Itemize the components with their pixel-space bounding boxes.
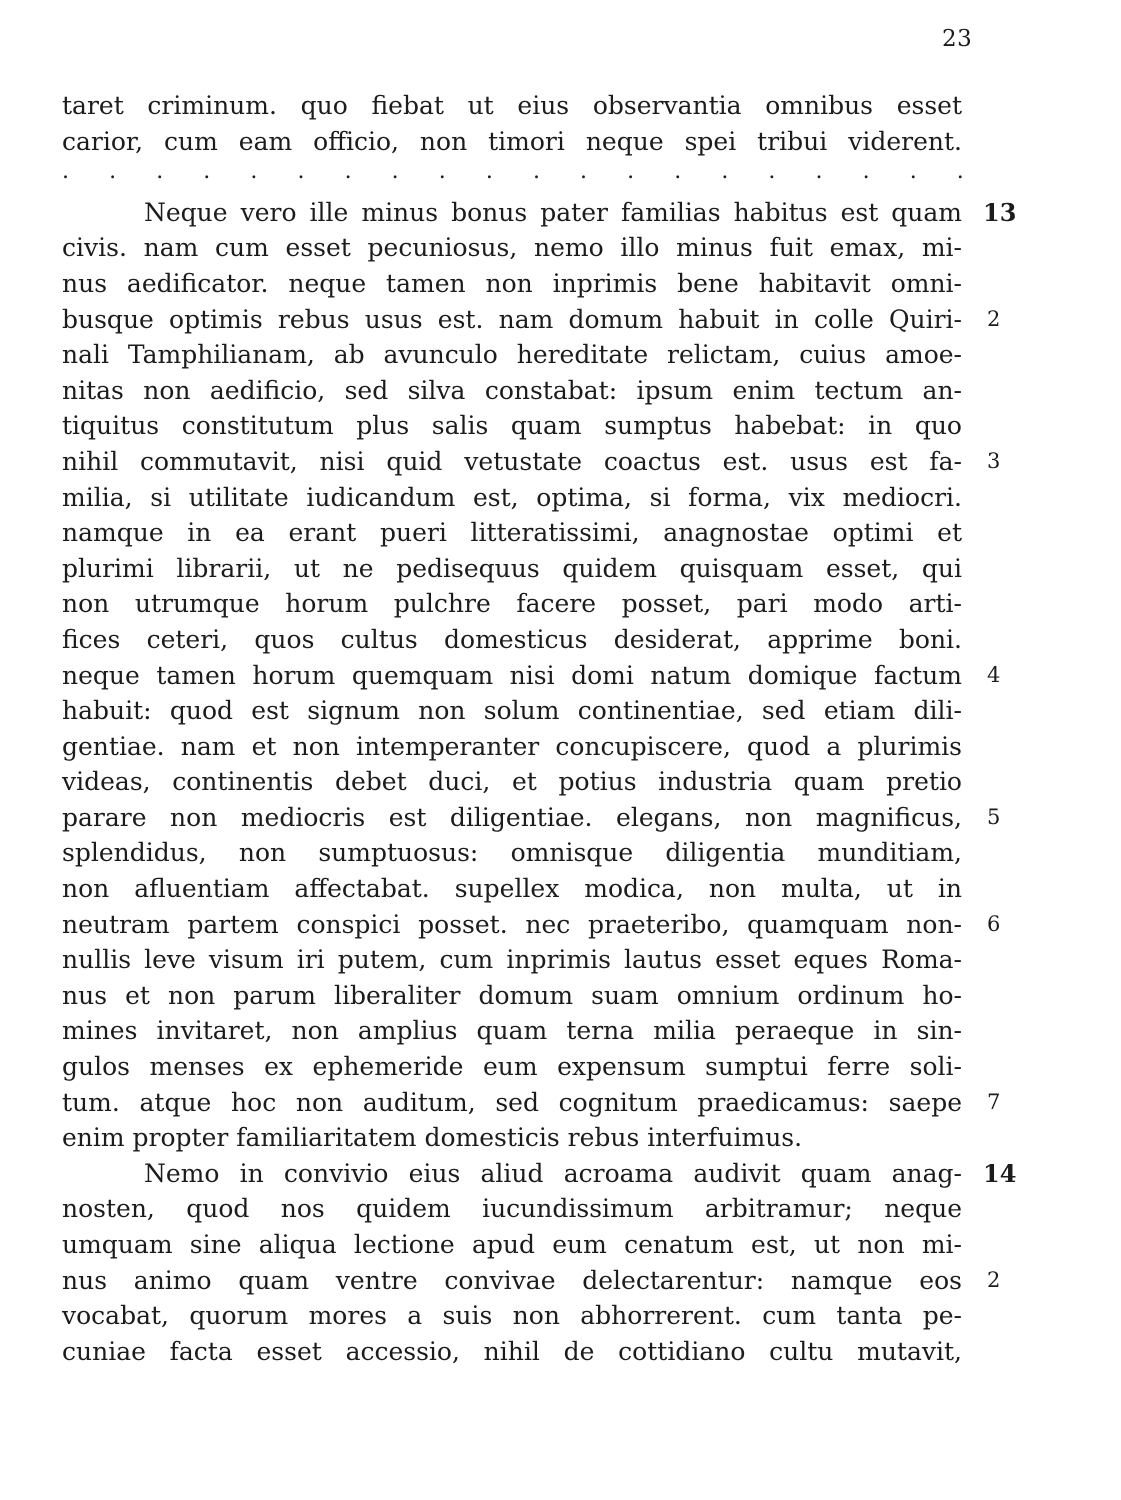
line-text: carior, cum eam officio, non timori neque spei tribui viderent. (62, 126, 962, 156)
line-text: milia, si utilitate iudicandum est, optima, si forma, vix mediocri. (62, 482, 962, 512)
text-line (62, 515, 974, 551)
text-line (62, 978, 974, 1014)
text-line (62, 408, 974, 444)
line-text: namque in ea erant pueri litteratissimi, anagnostae optimi et (62, 518, 962, 548)
line-text: mines invitaret, non amplius quam terna milia peraeque in sin- (62, 1016, 962, 1046)
text-line (62, 1156, 1017, 1192)
line-text: plurimi librarii, ut ne pedisequus quidem quisquam esset, qui (62, 553, 962, 583)
text-line (62, 693, 974, 729)
line-text: splendidus, non sumptuosus: omnisque diligentia munditiam, (62, 838, 962, 868)
chapter-number: 13 (983, 197, 1017, 227)
line-text: enim propter familiaritatem domesticis rebus interfuimus. (62, 1123, 803, 1153)
text-line (62, 1298, 974, 1334)
text-line (62, 800, 1001, 836)
line-text: Nemo in convivio eius aliud acroama audivit quam anag- (144, 1158, 962, 1188)
text-line (62, 622, 974, 658)
line-text: neque tamen horum quemquam nisi domi natum domique factum (62, 660, 962, 690)
line-text: non utrumque horum pulchre facere posset, pari modo arti- (62, 589, 962, 619)
line-text: non afluentiam affectabat. supellex modica, non multa, ut in (62, 874, 962, 904)
text-line (62, 1049, 974, 1085)
text-line (62, 266, 974, 302)
line-text: neutram partem conspici posset. nec praeteribo, quamquam non- (62, 909, 962, 939)
body-text (62, 88, 1017, 1369)
line-text: taret criminum. quo fiebat ut eius observantia omnibus esset (62, 91, 962, 120)
line-text: habuit: quod est signum non solum continentiae, sed etiam dili- (62, 696, 962, 726)
line-text: tum. atque hoc non auditum, sed cognitum praedicamus: saepe (62, 1087, 962, 1117)
line-text: gulos menses ex ephemeride eum expensum sumptui ferre soli- (62, 1052, 962, 1082)
text-line (62, 373, 974, 409)
line-text: Neque vero ille minus bonus pater familias habitus est quam (144, 197, 962, 227)
line-text: nosten, quod nos quidem iucundissimum arbitramur; neque (62, 1194, 962, 1224)
line-text: nali Tamphilianam, ab avunculo hereditate relictam, cuius amoe- (62, 340, 962, 370)
text-line (62, 1191, 974, 1227)
line-text: nus animo quam ventre convivae delectarentur: namque eos (62, 1265, 962, 1295)
text-line (62, 551, 974, 587)
line-text: parare non mediocris est diligentiae. elegans, non magnificus, (62, 802, 962, 832)
section-number: 6 (987, 911, 1001, 936)
text-line (62, 88, 974, 124)
line-text: busque optimis rebus usus est. nam domum habuit in colle Quiri- (62, 304, 962, 334)
line-text: nihil commutavit, nisi quid vetustate coactus est. usus est fa- (62, 446, 962, 476)
section-number: 2 (987, 306, 1001, 331)
text-line (62, 1227, 974, 1263)
line-text: nitas non aedificio, sed silva constabat: ipsum enim tectum an- (62, 375, 962, 405)
text-line (62, 480, 974, 516)
section-number: 4 (987, 662, 1001, 687)
ellipsis-separator: . . . . . . . . . . . . . . . . . . . . (62, 159, 964, 185)
text-line (62, 835, 974, 871)
text-line (62, 1263, 1001, 1299)
text-line (62, 729, 974, 765)
chapter-number: 14 (983, 1158, 1017, 1188)
text-line (62, 586, 974, 622)
text-line (62, 658, 1001, 694)
text-line (62, 871, 974, 907)
line-text: tiquitus constitutum plus salis quam sumptus habebat: in quo (62, 411, 962, 441)
line-text: nus et non parum liberaliter domum suam omnium ordinum ho- (62, 980, 962, 1010)
section-number: 5 (987, 804, 1001, 829)
section-number: 3 (987, 448, 1001, 473)
line-text: cuniae facta esset accessio, nihil de cottidiano cultu mutavit, (62, 1336, 962, 1366)
line-text: nus aedificator. neque tamen non inprimis bene habitavit omni- (62, 268, 962, 298)
text-line (62, 195, 1017, 231)
line-text: gentiae. nam et non intemperanter concupiscere, quod a plurimis (62, 731, 962, 761)
line-text: fices ceteri, quos cultus domesticus desiderat, apprime boni. (62, 624, 962, 654)
line-text: videas, continentis debet duci, et potius industria quam pretio (62, 767, 962, 797)
text-line (62, 1334, 974, 1370)
text-line (62, 444, 1001, 480)
text-line (62, 337, 974, 373)
line-text: nullis leve visum iri putem, cum inprimis lautus esset eques Roma- (62, 945, 962, 975)
text-line (62, 1085, 1001, 1121)
text-line (62, 942, 974, 978)
line-text: vocabat, quorum mores a suis non abhorrerent. cum tanta pe- (62, 1301, 962, 1331)
line-text: civis. nam cum esset pecuniosus, nemo illo minus fuit emax, mi- (62, 233, 962, 263)
section-number: 7 (987, 1089, 1001, 1114)
section-number: 2 (987, 1267, 1001, 1292)
page-number: 23 (942, 26, 973, 52)
text-line (62, 1120, 974, 1156)
text-line (62, 1013, 974, 1049)
text-line (62, 230, 974, 266)
text-line (62, 302, 1001, 338)
line-text: umquam sine aliqua lectione apud eum cenatum est, ut non mi- (62, 1230, 962, 1259)
text-line (62, 764, 974, 800)
text-line (62, 124, 974, 160)
text-line (62, 907, 1001, 943)
